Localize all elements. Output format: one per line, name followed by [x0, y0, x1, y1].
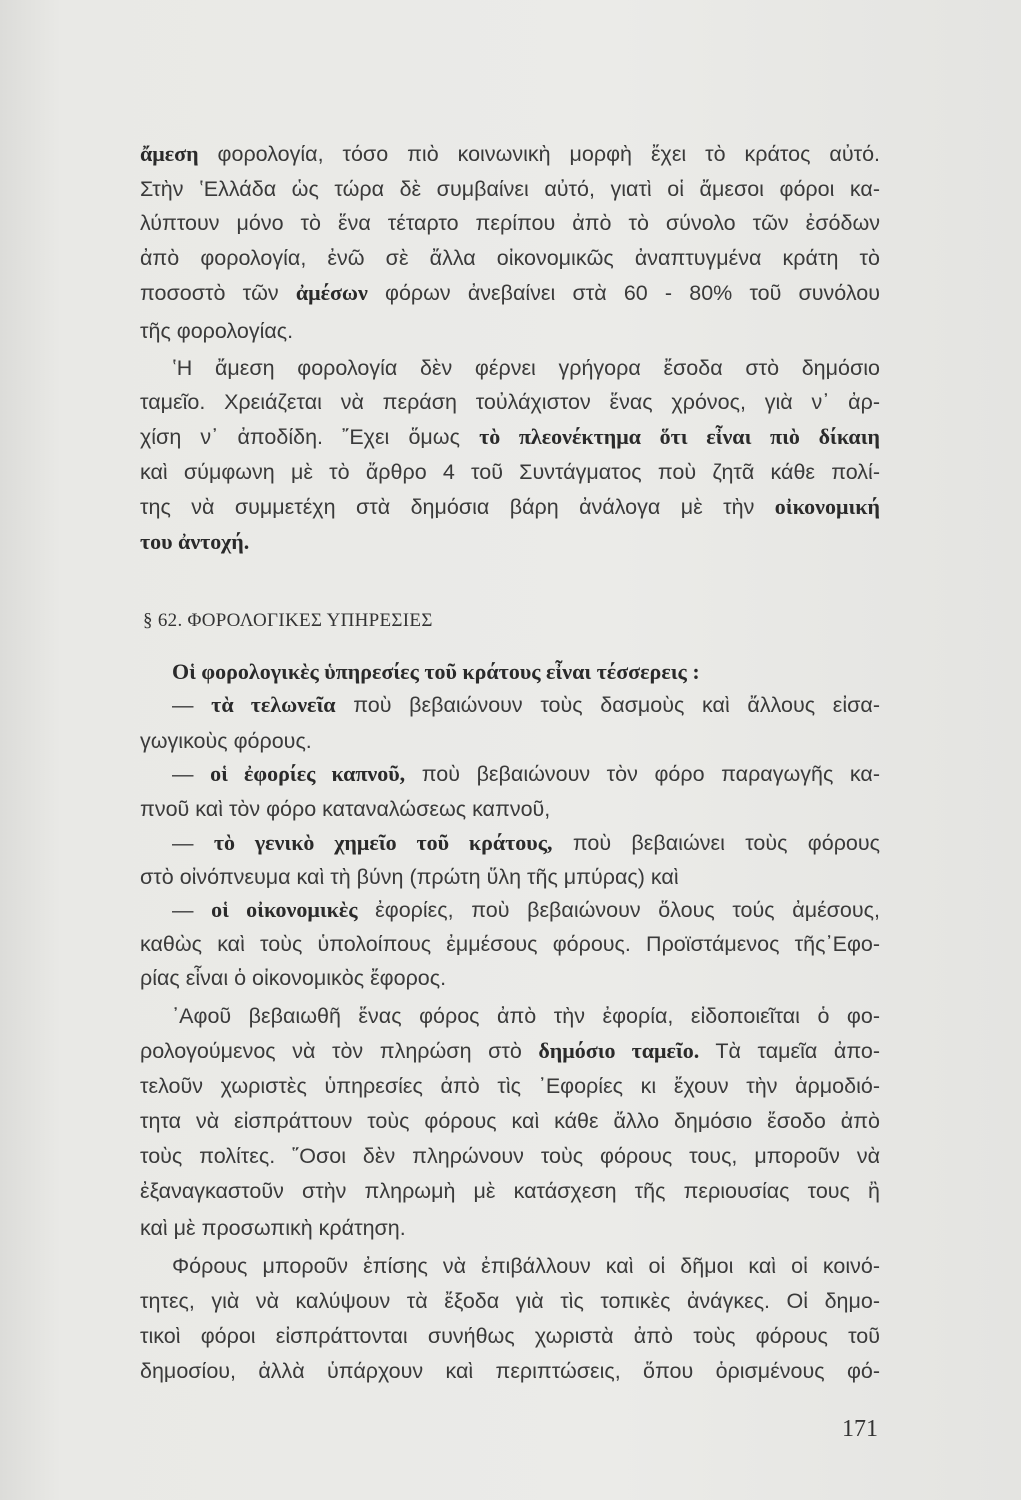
text-segment: φορολογία, τόσο πιὸ κοινωνικὴ μορφὴ ἔχει τὸ κράτος αὐτό.: [198, 142, 880, 166]
section-heading: § 62. ΦΟΡΟΛΟΓΙΚΕΣ ΥΠΗΡΕΣΙΕΣ: [143, 610, 433, 631]
text-line: [172, 1252, 880, 1280]
text-line: [140, 458, 880, 486]
text-segment: της νὰ συμμετέχη στὰ δημόσια βάρη ἀνάλογα μὲ τὴν: [140, 495, 775, 519]
bold-text: Οἱ φορολογικὲς ὑπηρεσίες τοῦ κράτους εἶναι τέσσερεις :: [172, 659, 700, 684]
text-line: [140, 1177, 880, 1205]
text-segment: —: [172, 762, 211, 786]
text-segment: δημοσίου, ἀλλὰ ὑπάρχουν καὶ περιπτώσεις, ὅπου ὁρισμένους φό-: [140, 1359, 880, 1383]
text-segment: τητα νὰ εἰσπράττουν τοὺς φόρους καὶ κάθε ἄλλο δημόσιο ἔσοδο ἀπὸ: [140, 1109, 880, 1133]
text-segment: —: [172, 898, 212, 922]
text-line: [140, 1357, 880, 1385]
text-segment: γωγικοὺς φόρους.: [140, 729, 312, 753]
bold-text: ἄμεση: [140, 141, 199, 166]
text-segment: τικοὶ φόροι εἰσπράττονται συνήθως χωριστὰ ἀπὸ τοὺς φόρους τοῦ: [140, 1324, 880, 1348]
text-segment: Τὰ ταμεῖα ἀπο-: [699, 1039, 880, 1063]
text-line: [140, 493, 880, 521]
bold-text: τὸ γενικὸ χημεῖο τοῦ κράτους,: [213, 830, 553, 855]
text-line: [140, 317, 880, 345]
text-segment: —: [172, 831, 214, 855]
bold-text: δημόσιο ταμεῖο.: [538, 1038, 700, 1063]
text-segment: ταμεῖο. Χρειάζεται νὰ περάση τοὐλάχιστον ἕνας χρόνος, γιὰ ν᾽ ἀρ-: [140, 390, 880, 414]
text-segment: τελοῦν χωριστὲς ὑπηρεσίες ἀπὸ τὶς ᾽Εφορίες κι ἔχουν τὴν ἁρμοδιό-: [140, 1074, 880, 1098]
text-segment: στὸ οἰνόπνευμα καὶ τὴ βύνη (πρώτη ὕλη τῆς μπύρας) καὶ: [140, 865, 679, 889]
text-line: [172, 354, 880, 382]
text-line: [172, 829, 880, 857]
text-line: [140, 930, 880, 958]
bold-text: τὸ πλεονέκτημα ὅτι εἶναι πιὸ δίκαιη: [479, 424, 880, 449]
text-line: [172, 658, 880, 686]
text-segment: φόρων ἀνεβαίνει στὰ 60 - 80% τοῦ συνόλου: [367, 281, 880, 305]
text-line: [140, 140, 880, 168]
text-line: [140, 244, 880, 272]
text-line: [140, 423, 880, 451]
bold-text: οἱ οἰκονομικὲς: [211, 897, 358, 922]
text-segment: ʽΗ ἄμεση φορολογία δὲν φέρνει γρήγορα ἔσοδα στὸ δημόσιο: [172, 356, 880, 380]
text-segment: ρολογούμενος νὰ τὸν πληρώση στὸ: [140, 1039, 539, 1063]
bold-text: τὰ τελωνεῖα: [211, 692, 336, 717]
text-segment: ἐφορίες, ποὺ βεβαιώνουν ὅλους τούς ἀμέσους,: [357, 898, 880, 922]
text-segment: καὶ μὲ προσωπικὴ κράτηση.: [140, 1216, 406, 1240]
text-line: [172, 760, 880, 788]
text-line: [140, 1037, 880, 1065]
text-line: [140, 964, 880, 992]
text-line: [172, 896, 880, 924]
text-line: [140, 863, 880, 891]
text-segment: ποὺ βεβαιώνουν τὸν φόρο παραγωγῆς κα-: [405, 762, 880, 786]
text-line: [140, 528, 880, 556]
text-segment: ποὺ βεβαιώνουν τοὺς δασμοὺς καὶ ἄλλους εἰσα-: [335, 693, 880, 717]
text-line: [140, 175, 880, 203]
text-line: [140, 1322, 880, 1350]
text-segment: ᾽Αφοῦ βεβαιωθῆ ἕνας φόρος ἀπὸ τὴν ἐφορία, εἰδοποιεῖται ὁ φο-: [172, 1004, 880, 1028]
text-segment: τῆς φορολογίας.: [140, 319, 294, 343]
text-line: [140, 795, 880, 823]
text-segment: Φόρους μποροῦν ἐπίσης νὰ ἐπιβάλλουν καὶ οἱ δῆμοι καὶ οἱ κοινό-: [172, 1254, 880, 1278]
text-line: [140, 1214, 880, 1242]
text-line: [140, 727, 880, 755]
text-line: [140, 388, 880, 416]
text-line: [140, 1107, 880, 1135]
text-line: [140, 1287, 880, 1315]
text-line: [172, 691, 880, 719]
text-segment: τητες, γιὰ νὰ καλύψουν τὰ ἔξοδα γιὰ τὶς τοπικὲς ἀνάγκες. Οἱ δημο-: [140, 1289, 880, 1313]
text-segment: χίση ν᾽ ἀποδίδη. ῎Εχει ὅμως: [140, 425, 480, 449]
text-line: [140, 209, 880, 237]
text-segment: καὶ σύμφωνη μὲ τὸ ἄρθρο 4 τοῦ Συντάγματος ποὺ ζητᾶ κάθε πολί-: [140, 460, 880, 484]
bold-text: ἀμέσων: [295, 280, 368, 305]
text-segment: καθὼς καὶ τοὺς ὑπολοίπους ἐμμέσους φόρους. Προϊστάμενος τῆς᾽Εφο-: [140, 932, 880, 956]
text-segment: ρίας εἶναι ὁ οἰκονομικὸς ἔφορος.: [140, 966, 447, 990]
page-number: 171: [842, 1416, 878, 1442]
bold-text: οἱ ἐφορίες καπνοῦ,: [210, 761, 406, 786]
text-segment: λύπτουν μόνο τὸ ἕνα τέταρτο περίπου ἀπὸ τὸ σύνολο τῶν ἐσόδων: [140, 211, 880, 235]
text-line: [140, 1142, 880, 1170]
text-segment: πνοῦ καὶ τὸν φόρο καταναλώσεως καπνοῦ,: [140, 797, 551, 821]
text-line: [140, 1072, 880, 1100]
text-segment: Στὴν ʽΕλλάδα ὡς τώρα δὲ συμβαίνει αὐτό, γιατὶ οἱ ἄμεσοι φόροι κα-: [140, 177, 880, 201]
text-segment: —: [172, 693, 212, 717]
bold-text: οἰκονομική: [774, 494, 880, 519]
text-segment: ἀπὸ φορολογία, ἐνῶ σὲ ἄλλα οἰκονομικῶς ἀναπτυγμένα κράτη τὸ: [140, 246, 880, 270]
bold-text: του ἀντοχή.: [140, 529, 250, 554]
text-segment: ποσοστὸ τῶν: [140, 281, 296, 305]
text-segment: τοὺς πολίτες. ῞Οσοι δὲν πληρώνουν τοὺς φόρους τους, μποροῦν νὰ: [140, 1144, 880, 1168]
text-line: [140, 279, 880, 307]
text-segment: ποὺ βεβαιώνει τοὺς φόρους: [552, 831, 880, 855]
text-line: [172, 1002, 880, 1030]
text-segment: ἐξαναγκαστοῦν στὴν πληρωμὴ μὲ κατάσχεση τῆς περιουσίας τους ἢ: [140, 1179, 880, 1203]
